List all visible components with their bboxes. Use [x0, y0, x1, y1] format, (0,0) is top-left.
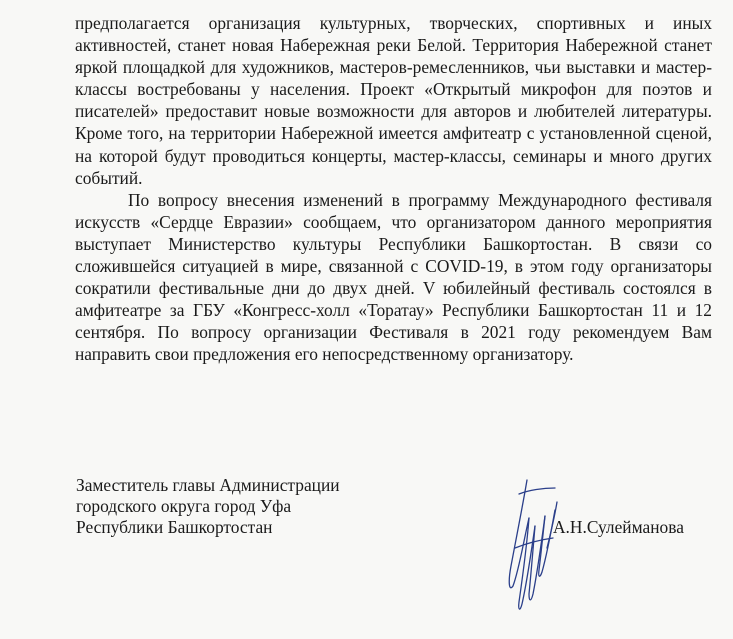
letter-body — [75, 12, 712, 366]
position-line-1: Заместитель главы Администрации — [76, 475, 340, 495]
position-line-3: Республики Башкортостан — [76, 517, 273, 537]
body-paragraph-1: предполагается организация культурных, творческих, спортивных и иных активностей, станет новая Набережная реки Белой. Территория Набережной станет яркой площадкой для художников, мастеров-ремесленников, чьи выставки и мастер-классы востребованы у населения. Проект «Открытый микрофон для поэтов и писателей» предоставит новые возможности для авторов и любителей литературы. Кроме того, на территории Набережной имеется амфитеатр с установленной сценой, на которой будут проводиться концерты, мастер-классы, семинары и много других событий. — [75, 13, 712, 188]
signer-name: А.Н.Сулейманова — [553, 517, 684, 537]
signatory-position — [76, 475, 340, 538]
position-line-2: городского округа город Уфа — [76, 496, 292, 516]
handwritten-signature — [505, 474, 565, 619]
body-paragraph-2: По вопросу внесения изменений в программу Международного фестиваля искусств «Сердце Евразии» сообщаем, что организатором данного мероприятия выступает Министерство культуры Республики Башкортостан. В связи со сложившейся ситуацией в мире, связанной с COVID-19, в этом году организаторы сократили фестивальные дни до двух дней. V юбилейный фестиваль состоялся в амфитеатре за ГБУ «Конгресс-холл «Торатау» Республики Башкортостан 11 и 12 сентября. По вопросу организации Фестиваля в 2021 году рекомендуем Вам направить свои предложения его непосредственному организатору. — [75, 189, 712, 365]
